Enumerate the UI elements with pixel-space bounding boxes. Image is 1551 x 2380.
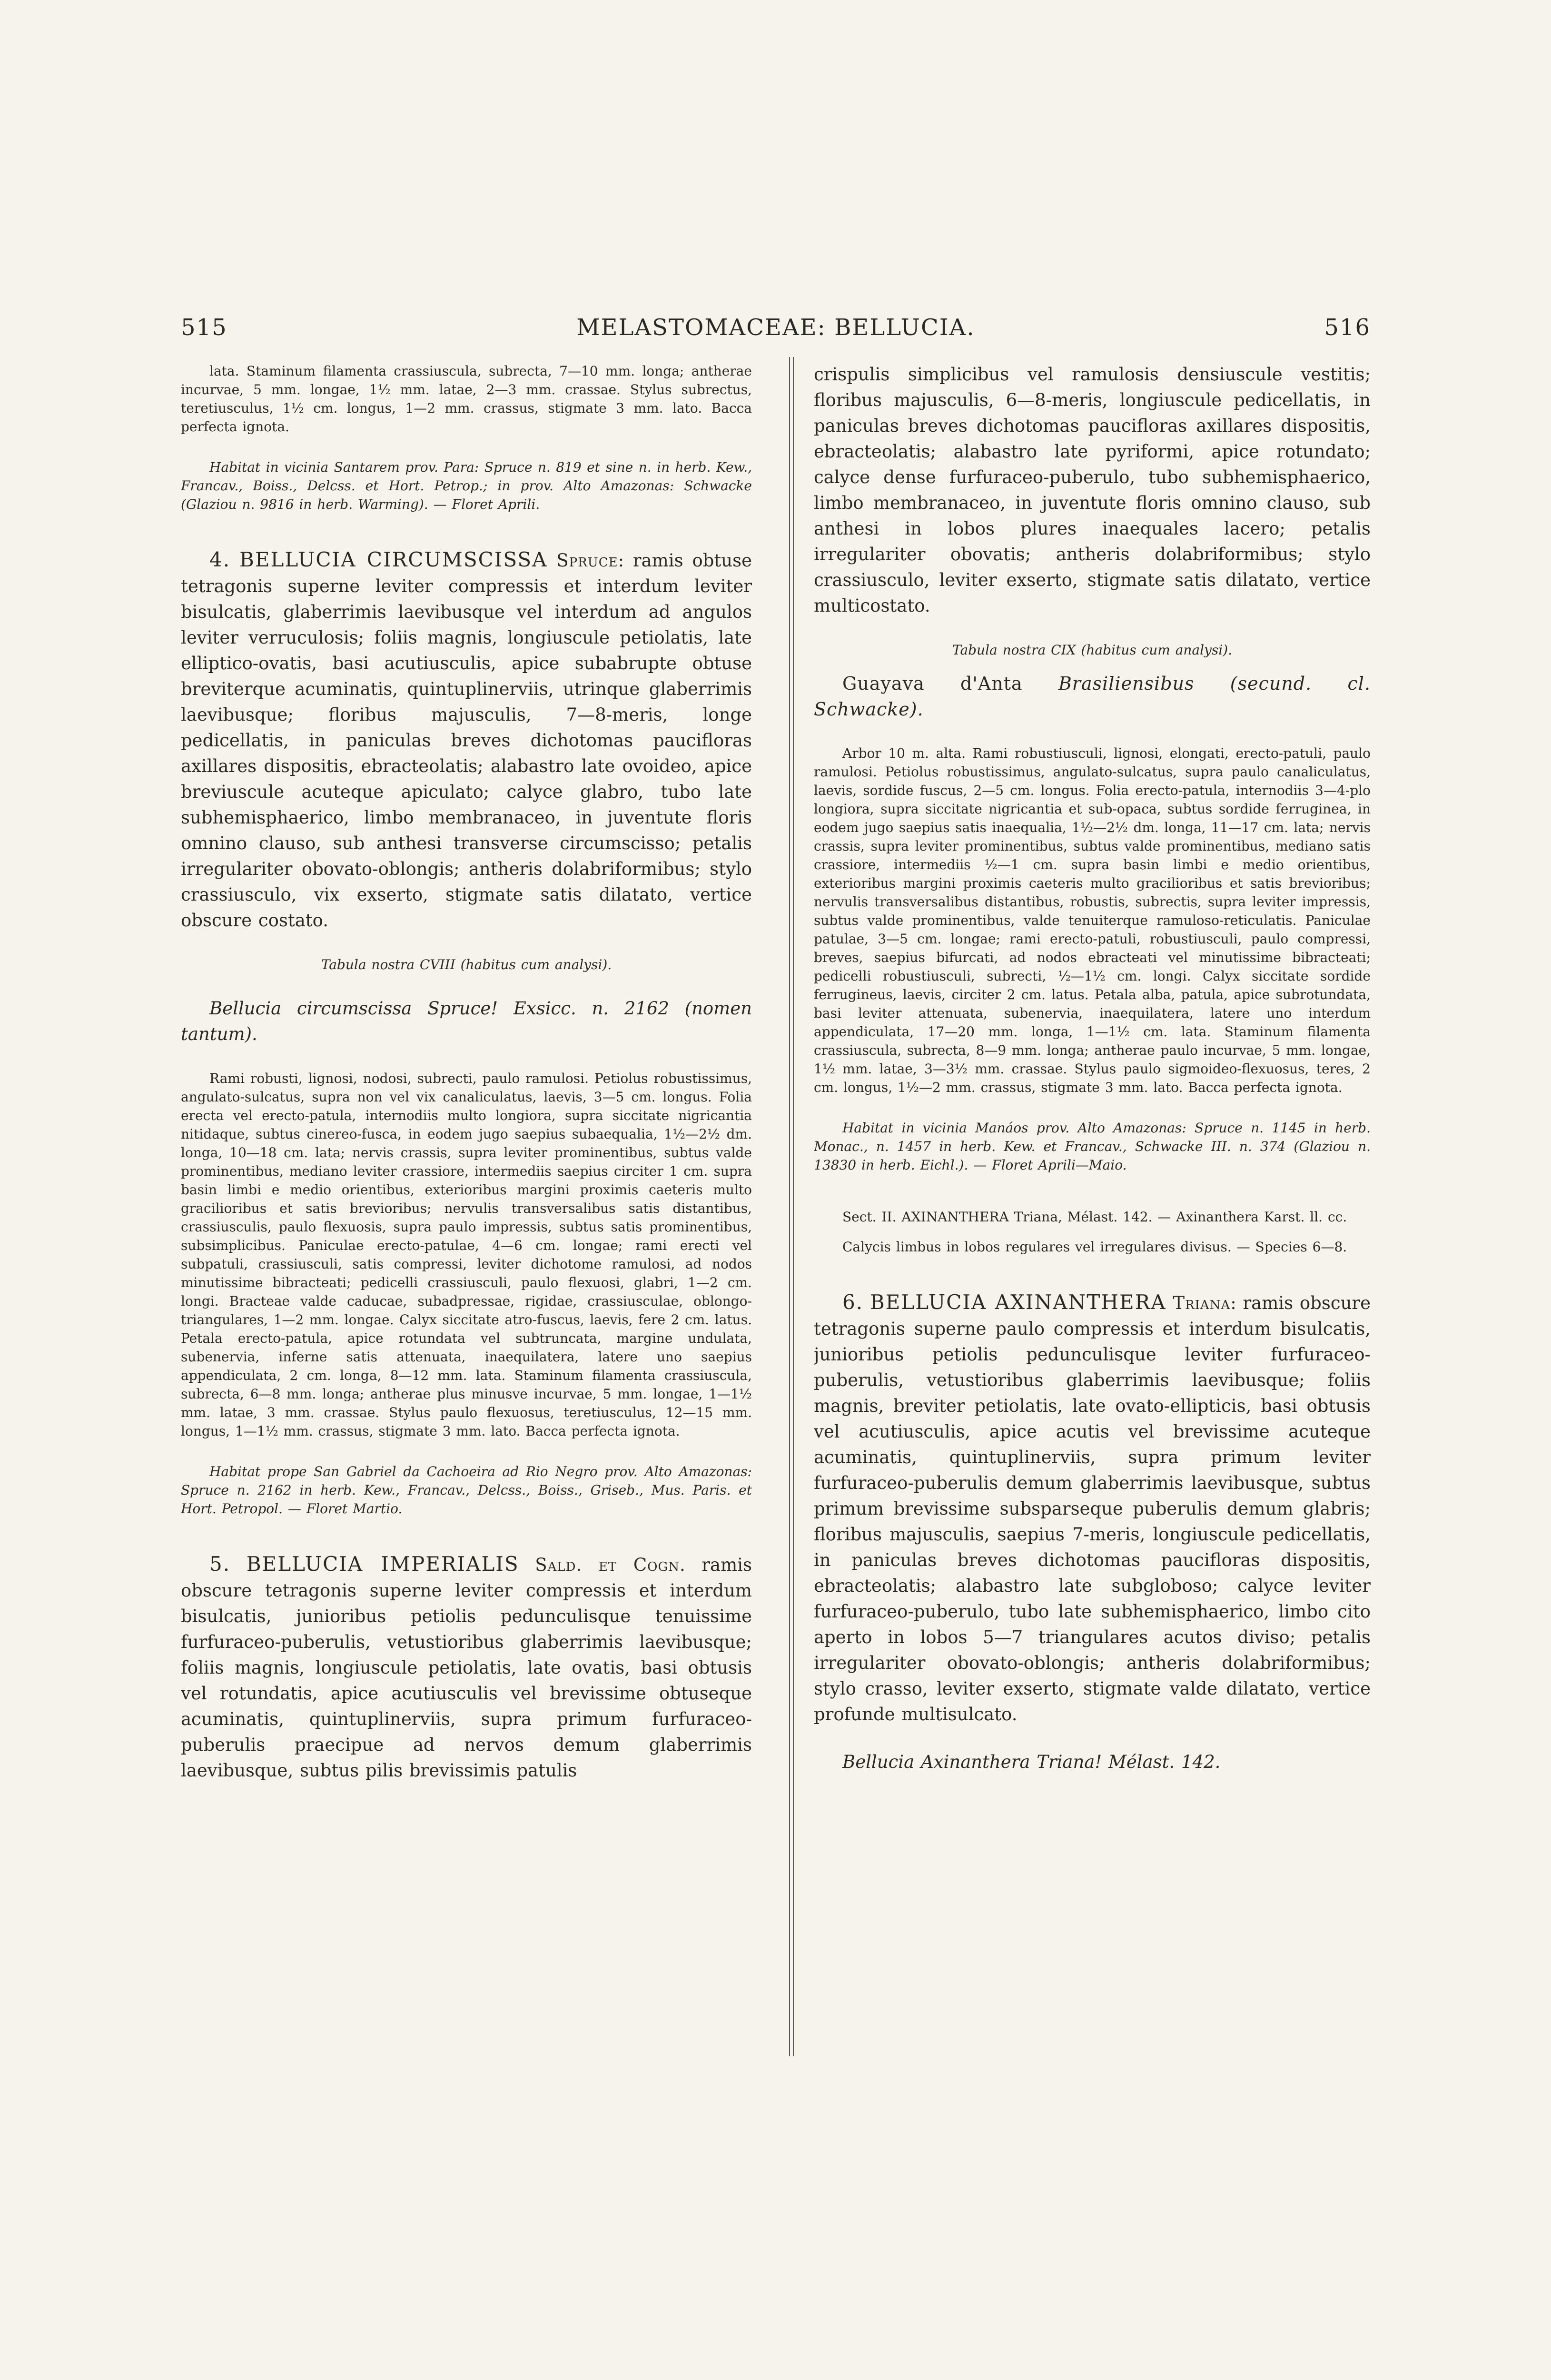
section-description: Calycis limbus in lobos regulares vel irregulares divisus. — Species 6—8.	[842, 1239, 1347, 1255]
synonym: Bellucia Axinanthera Triana! Mélast. 142.	[842, 1752, 1221, 1772]
species-5-diagnosis-continued: crispulis simplicibus vel ramulosis densiuscule vestitis; floribus majusculis, 6—8-meris, longiuscule pedicellatis, in paniculas breves dichotomas paucifloras axillares dispositis, ebracteolatis; alabastro late pyriformi, apice rotundato; calyce dense furfuraceo-puberulo, tubo subhemisphaerico, limbo membranaceo, in juventute floris omnino clauso, sub anthesi in lobos plures inaequales lacero; petalis irregulariter obovatis; antheris dolabriformibus; stylo crassiusculo, leviter exserto, stigmate satis dilatato, vertice multicostato.	[814, 364, 1371, 616]
species-5-number: 5.	[209, 1552, 231, 1576]
species-6-text: : ramis obscure tetragonis superne paulo compressis et interdum bisulcatis, junioribus petiolis pedunculisque leviter furfuraceo-puberulis, vetustioribus glaberrimis laevibusque; foliis magnis, breviter petiolatis, late ovato-ellipticis, basi obtusis vel acutiusculis, apice acutis vel brevissime acuteque acuminatis, quintuplinerviis, supra primum leviter furfuraceo-puberulis demum glaberrimis laevibusque, subtus primum brevissime subsparseque puberulis demum glabris; floribus majusculis, saepius 7-meris, longiuscule pedicellatis, in paniculas breves dichotomas paucifloras dispositis, ebracteolatis; alabastro late subgloboso; calyce leviter furfuraceo-puberulo, tubo late subhemisphaerico, limbo cito aperto in lobos 5—7 triangulares acutos diviso; petalis irregulariter obovato-oblongis; antheris dolabriformibus; stylo crasso, leviter exserto, stigmate valde dilatato, vertice profunde multisulcato.	[814, 1293, 1371, 1725]
section-heading: Sect. II. AXINANTHERA Triana, Mélast. 142. — Axinanthera Karst. ll. cc.	[842, 1209, 1347, 1225]
species-6-diagnosis	[814, 1289, 1371, 1727]
synonym: Bellucia circumscissa Spruce! Exsicc. n. 2162 (nomen tantum).	[181, 998, 752, 1044]
species-5-habitat: Habitat in vicinia Manáos prov. Alto Amazonas: Spruce n. 1145 in herb. Monac., n. 1457 in herb. Kew. et Francav., Schwacke III. n. 374 (Glaziou n. 13830 in herb. Eichl.). — Floret Aprili—Maio.	[814, 1120, 1371, 1173]
species-5-text: ramis obscure tetragonis superne leviter compressis et interdum bisulcatis, junioribus petiolis pedunculisque tenuissime furfuraceo-puberulis, vetustioribus glaberrimis laevibusque; foliis magnis, longiuscule petiolatis, late ovatis, basi obtusis vel rotundatis, apice acutiusculis vel brevissime obtuseque acuminatis, quintuplinerviis, supra primum furfuraceo-puberulis praecipue ad nervos demum glaberrimis laevibusque, subtus pilis brevissimis patulis	[181, 1555, 752, 1781]
species-5-description: Arbor 10 m. alta. Rami robustiusculi, lignosi, elongati, erecto-patuli, paulo ramulosi. Petiolus robustissimus, angulato-sulcatus, supra paulo canaliculatus, laevis, sordide fuscus, 2—5 cm. longus. Folia erecto-patula, internodiis 3—4-plo longiora, supra siccitate nigricantia et sub-opaca, subtus sordide ferruginea, in eodem jugo saepius satis inaequalia, 1½—2½ dm. longa, 11—17 cm. lata; nervis crassis, supra leviter prominentibus, subtus valde prominentibus, mediano satis crassiore, intermediis ½—1 cm. supra basin limbi e medio orientibus, exterioribus margini proximis caeteris multo gracilioribus et satis brevioribus; nervulis transversalibus distantibus, robustis, subrectis, supra leviter impressis, subtus valde prominentibus, valde tenuiterque ramuloso-reticulatis. Paniculae patulae, 3—5 cm. longae; rami erecto-patuli, robustiusculi, paulo compressi, breves, saepius bifurcati, ad nodos ebracteati vel minutissime bibracteati; pedicelli robustiusculi, subrecti, ½—1½ cm. longi. Calyx siccitate sordide ferrugineus, laevis, circiter 2 cm. latus. Petala alba, patula, apice subrotundata, basi leviter attenuata, subenervia, inaequilatera, latere uno interdum appendiculata, 17—20 mm. longa, 1—1½ cm. lata. Staminum filamenta crassiuscula, subrecta, 8—9 mm. longa; antherae paulo incurvae, 5 mm. longae, 1½ mm. latae, 3—3½ mm. crassae. Stylus paulo sigmoideo-flexuosus, teres, 2 cm. longus, 1½—2 mm. crassus, stigmate 3 mm. lato. Bacca perfecta ignota.	[814, 745, 1371, 1095]
description-continued: lata. Staminum filamenta crassiuscula, subrecta, 7—10 mm. longa; antherae incurvae, 5 mm. longae, 1½ mm. latae, 2—3 mm. crassae. Stylus subrectus, teretiusculus, 1½ cm. longus, 1—2 mm. crassus, stigmate 3 mm. lato. Bacca perfecta ignota.	[181, 363, 752, 435]
vernacular-name-source: Brasiliensibus (secund. cl. Schwacke).	[814, 673, 1371, 720]
species-6-number: 6.	[842, 1290, 864, 1314]
page-number-left: 515	[181, 314, 227, 341]
plate-reference: Tabula nostra CVIII (habitus cum analysi).	[321, 957, 612, 972]
species-5-diagnosis	[181, 1551, 752, 1784]
species-4-habitat: Habitat prope San Gabriel da Cachoeira ad Rio Negro prov. Alto Amazonas: Spruce n. 2162 in herb. Kew., Francav., Delcss., Boiss., Griseb., Mus. Paris. et Hort. Petropol. — Floret Martio.	[181, 1464, 752, 1517]
running-header	[181, 305, 1371, 352]
vernacular-name-text: Guayava d'Anta	[842, 673, 1023, 694]
species-5-author: Sald. et Cogn.	[535, 1555, 686, 1575]
column-divider	[789, 357, 794, 2056]
species-4-number: 4.	[209, 548, 231, 571]
species-6-author: Triana	[1173, 1293, 1231, 1313]
species-6-name: BELLUCIA AXINANTHERA	[869, 1290, 1166, 1314]
plate-reference: Tabula nostra CIX (habitus cum analysi).	[952, 642, 1233, 658]
left-column	[181, 362, 752, 1784]
page-number-right: 516	[1324, 314, 1371, 341]
right-column	[814, 362, 1371, 1775]
page	[181, 305, 1371, 2066]
species-4-text: : ramis obtuse tetragonis superne leviter compressis et interdum leviter bisulcatis, glaberrimis laevibusque vel interdum ad angulos leviter verruculosis; foliis magnis, longiuscule petiolatis, late elliptico-ovatis, basi acutiusculis, apice subabrupte obtuse breviterque acuminatis, quintuplinerviis, utrinque glaberrimis laevibusque; floribus majusculis, 7—8-meris, longe pedicellatis, in paniculas breves dichotomas paucifloras axillares dispositis, ebracteolatis; alabastro late ovoideo, apice breviuscule acuteque apiculato; calyce glabro, tubo late subhemisphaerico, limbo membranaceo, in juventute floris omnino clauso, sub anthesi transverse circumscisso; petalis irregulariter obovato-oblongis; antheris dolabriformibus; stylo crassiusculo, vix exserto, stigmate satis dilatato, vertice obscure costato.	[181, 550, 752, 931]
vernacular-name	[814, 671, 1371, 722]
habitat-paragraph: Habitat in vicinia Santarem prov. Para: Spruce n. 819 et sine n. in herb. Kew., Francav., Boiss., Delcss. et Hort. Petrop.; in prov. Alto Amazonas: Schwacke (Glaziou n. 9816 in herb. Warming). — Floret Aprili.	[181, 459, 752, 512]
species-4-diagnosis	[181, 547, 752, 933]
running-title: MELASTOMACEAE: BELLUCIA.	[576, 314, 975, 341]
species-4-description: Rami robusti, lignosi, nodosi, subrecti, paulo ramulosi. Petiolus robustissimus, angulato-sulcatus, supra non vel vix canaliculatus, laevis, 3—5 cm. longus. Folia erecta vel erecto-patula, internodiis multo longiora, supra siccitate nigricantia nitidaque, subtus cinereo-fusca, in eodem jugo saepius subaequalia, 1½—2½ dm. longa, 10—18 cm. lata; nervis crassis, supra leviter prominentibus, subtus valde prominentibus, mediano leviter crassiore, intermediis saepius circiter 1 cm. supra basin limbi e medio orientibus, exterioribus margini proximis caeteris multo gracilioribus et satis brevioribus; nervulis transversalibus satis distantibus, crassiusculis, paulo flexuosis, supra paulo impressis, subtus satis prominentibus, subsimplicibus. Paniculae erecto-patulae, 4—6 cm. longae; rami erecti vel subpatuli, crassiusculi, satis compressi, leviter dichotome ramulosi, ad nodos minutissime bibracteati; pedicelli crassiusculi, paulo flexuosi, glabri, 1—2 cm. longi. Bracteae valde caducae, subadpressae, rigidae, crassiusculae, oblongo-triangulares, 1—2 mm. longae. Calyx siccitate atro-fuscus, laevis, fere 2 cm. latus. Petala erecto-patula, apice rotundata vel subtruncata, margine undulata, subenervia, inferne satis attenuata, inaequilatera, latere uno saepius appendiculata, 2 cm. longa, 8—12 mm. lata. Staminum filamenta crassiuscula, subrecta, 6—8 mm. longa; antherae plus minusve incurvae, 5 mm. longae, 1—1½ mm. latae, 3 mm. crassae. Stylus paulo flexuosus, teretiusculus, 12—15 mm. longus, 1—1½ mm. crassus, stigmate 3 mm. lato. Bacca perfecta ignota.	[181, 1071, 752, 1439]
species-4-author: Spruce	[556, 550, 618, 571]
species-4-name: BELLUCIA CIRCUMSCISSA	[239, 548, 548, 571]
species-5-name: BELLUCIA IMPERIALIS	[246, 1552, 519, 1576]
